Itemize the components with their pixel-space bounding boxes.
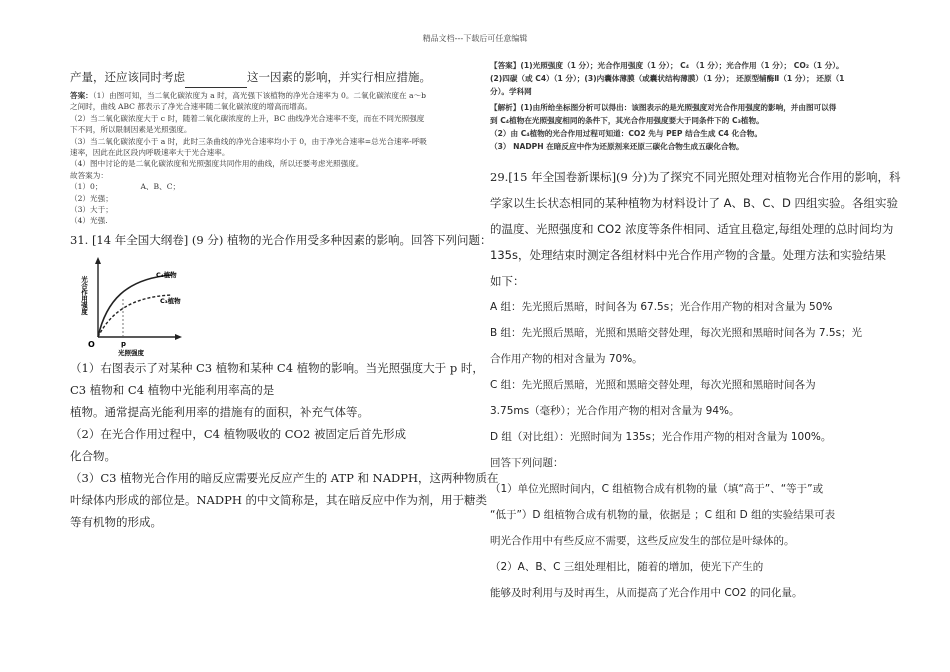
- blank-underline: [185, 75, 247, 88]
- answer-line: 下不同，所以限制因素是光照强度。: [70, 125, 192, 135]
- question-line: （2）A、B、C 三组处理相比，随着的增加，使光下产生的: [490, 560, 764, 573]
- p-label: p: [121, 339, 127, 348]
- question-line: 135s，处理结束时测定各组材料中光合作用产物的含量。处理方法和实验结果: [490, 247, 886, 262]
- group-b-line: 合作用产物的相对含量为 70%。: [490, 352, 643, 365]
- answer-line: 分）。学科网: [490, 86, 532, 96]
- question-line: “低于”）D 组植物合成有机物的量，依据是 ；C 组和 D 组的实验结果可表: [490, 508, 836, 521]
- page-header: 精品文档---下载后可任意编辑: [422, 34, 528, 43]
- group-c-line: C 组：先光照后黑暗，光照和黑暗交替处理，每次光照和黑暗时间各为: [490, 378, 816, 391]
- question-line: 明光合作用中有些反应不需要，这些反应发生的部位是叶绿体的。: [490, 534, 795, 547]
- question-line: 回答下列问题：: [490, 456, 564, 469]
- analysis-line: 【解析】(1)由所给坐标图分析可以得出：该图表示的是光照强度对光合作用强度的影响，并由图可以得: [490, 103, 837, 113]
- answer-label: 答案：: [70, 91, 93, 100]
- group-d-line: D 组（对比组）：光照时间为 135s；光合作用产物的相对含量为 100%。: [490, 430, 832, 443]
- answer-line: 故答案为：: [70, 170, 108, 180]
- analysis-line: 到 C₄植物在光照强度相同的条件下，其光合作用强度要大于同条件下的 C₃植物。: [490, 116, 764, 126]
- answer-line: 【答案】(1)光照强度（1 分）；光合作用强度（1 分）； C₄ （1 分）；光合作用（1 分）； CO₂（1 分）。: [490, 61, 844, 70]
- right-column: [490, 60, 901, 606]
- c3-label: C₃植物: [160, 296, 181, 305]
- question-line: 化合物。: [70, 448, 116, 463]
- question-line: 能够及时利用与及时再生，从而提高了光合作用中 CO2 的同化量。: [490, 586, 803, 599]
- group-b-line: B 组：先光照后黑暗，光照和黑暗交替处理，每次光照和黑暗时间各为 7.5s；光: [490, 326, 863, 339]
- answer-item: （4）光强.: [70, 216, 108, 226]
- light-intensity-graph: [76, 251, 196, 357]
- analysis-line: （3） NADPH 在暗反应中作为还原剂来还原三碳化合物生成五碳化合物。: [490, 141, 744, 151]
- left-column: [70, 66, 499, 533]
- answer-line: （2）当二氧化碳浓度大于 c 时，随着二氧化碳浓度的上升，BC 曲线净光合速率不变，而在不同光照强度: [70, 113, 425, 123]
- answer-item: （2）光强；: [70, 193, 113, 203]
- answer-block-right: [490, 60, 890, 154]
- answer-item: （1）0； A、B、C；: [70, 182, 181, 192]
- question-line: 学家以生长状态相同的某种植物为材料设计了 A、B、C、D 四组实验。各组实验: [490, 195, 898, 210]
- question-line: C3 植物和 C4 植物中光能利用率高的是: [70, 382, 275, 397]
- question-31-title: 31. [14 年全国大纲卷] (9 分) 植物的光合作用受多种因素的影响。回答下列问题：: [70, 232, 492, 247]
- x-axis-label: 光照强度: [118, 348, 144, 357]
- question-line: （1）右图表示了对某种 C3 植物和某种 C4 植物的影响。当光照强度大于 p 时，: [70, 360, 484, 375]
- x-axis-arrow: [175, 334, 182, 340]
- question-line: 植物。通常提高光能利用率的措施有的面积，补充气体等。: [70, 404, 369, 419]
- answer-item: （3）大于；: [70, 205, 113, 215]
- fill-in-line: 产量，还应该同时考虑 这一因素的影响，并实行相应措施。: [70, 66, 470, 88]
- group-a-line: A 组：先光照后黑暗，时间各为 67.5s；光合作用产物的相对含量为 50%: [490, 300, 833, 313]
- group-c-line: 3.75ms（毫秒）；光合作用产物的相对含量为 94%。: [490, 404, 740, 417]
- answer-line: （4）图中讨论的是二氧化碳浓度和光照强度共同作用的曲线，所以还要考虑光照强度。: [70, 159, 364, 169]
- question-line: 叶绿体内形成的部位是。NADPH 的中文简称是，其在暗反应中作为剂，用于糖类: [70, 492, 488, 507]
- question-line: 的温度、光照强度和 CO2 浓度等条件相同、适宜且稳定,每组处理的总时间均为: [490, 221, 894, 236]
- answer-block: [70, 90, 470, 227]
- question-line: 如下：: [490, 273, 525, 288]
- question-line: （3）C3 植物光合作用的暗反应需要光反应产生的 ATP 和 NADPH，这两种物质在: [70, 470, 499, 485]
- c4-label: C₄植物: [156, 270, 177, 279]
- y-axis-label: 光合作用强度: [80, 275, 88, 315]
- question-29: [490, 164, 901, 606]
- answer-line: 之间时，曲线 ABC 都表示了净光合速率随二氧化碳浓度的增高而增高。: [70, 102, 313, 112]
- question-line: （1）单位光照时间内，C 组植物合成有机物的量（填“高于”、“等于”或: [490, 482, 824, 495]
- c4-curve: [98, 275, 171, 337]
- answer-line: 答案：（1）由图可知，当二氧化碳浓度为 a 时，高光强下该植物的净光合速率为 0。二氧化碳浓度在 a～b: [70, 91, 426, 100]
- question-line: 29.[15 年全国卷新课标](9 分)为了探究不同光照处理对植物光合作用的影响，科: [490, 169, 901, 184]
- origin-label: O: [88, 339, 95, 349]
- question-31-body: [70, 357, 499, 533]
- y-axis-arrow: [95, 257, 101, 264]
- answer-line: 速率，因此在此区段内呼吸速率大于光合速率。: [70, 148, 230, 158]
- question-line: （2）在光合作用过程中，C4 植物吸收的 CO2 被固定后首先形成: [70, 426, 406, 441]
- answer-line: (2)四碳（或 C4）（1 分）；(3)内囊体薄膜（或囊状结构薄膜）（1 分）； 还原型辅酶Ⅱ（1 分）； 还原（1: [490, 73, 845, 83]
- question-line: 等有机物的形成。: [70, 514, 162, 529]
- analysis-line: （2）由 C₄植物的光合作用过程可知道：CO2 先与 PEP 结合生成 C4 化合物。: [490, 128, 762, 138]
- answer-line: （3）当二氧化碳浓度小于 a 时，此时三条曲线的净光合速率均小于 0，由于净光合速率=总光合速率-呼吸: [70, 136, 427, 146]
